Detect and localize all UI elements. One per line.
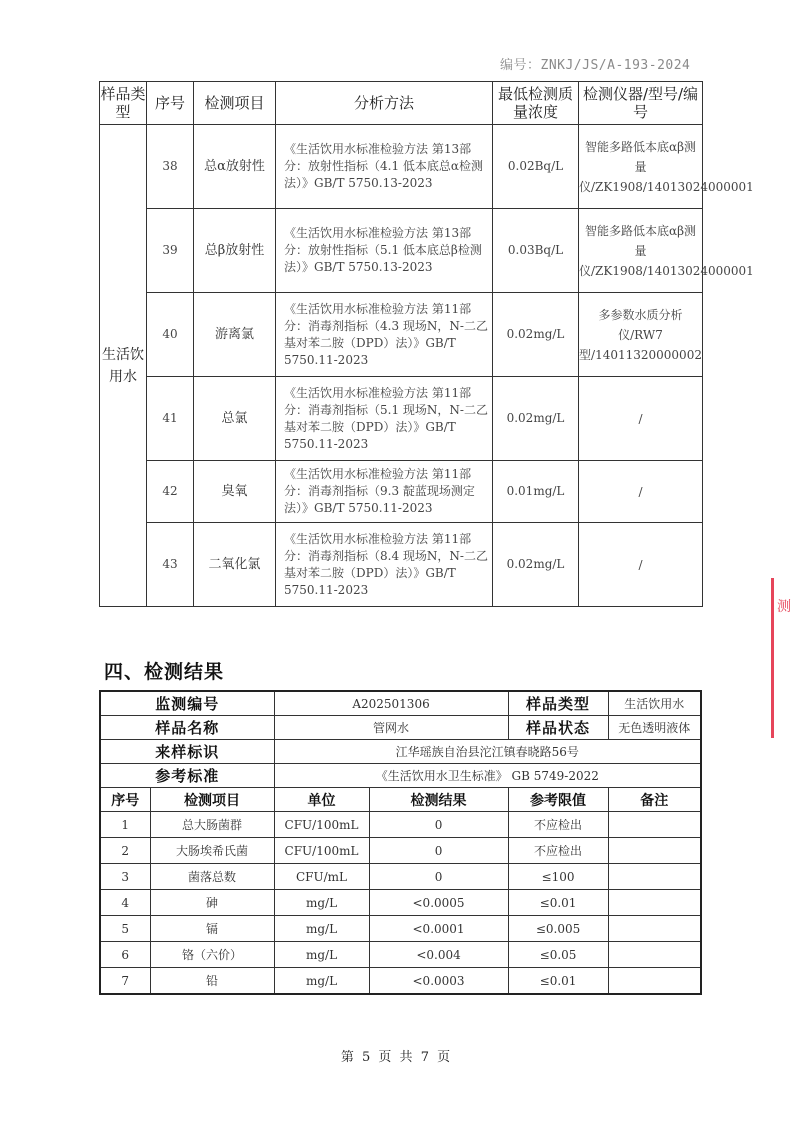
table-row	[100, 293, 703, 377]
info-row	[100, 740, 701, 764]
section-title: 四、检测结果	[104, 661, 225, 683]
header-min-conc: 最低检测质量浓度	[493, 82, 579, 125]
result-cell: 0	[369, 864, 508, 890]
sample-type-cell: 生活饮用水	[100, 125, 147, 607]
method-cell: 《生活饮用水标准检验方法 第11部分：消毒剂指标（4.3 现场N，N-二乙基对苯二胺（DPD）法）》GB/T 5750.11-2023	[276, 293, 493, 377]
table-row	[100, 890, 701, 916]
result-cell: <0.0005	[369, 890, 508, 916]
limit-cell: ≤100	[508, 864, 608, 890]
table-row	[100, 523, 703, 607]
monitor-no-value: A202501306	[274, 691, 508, 716]
seq-cell: 7	[100, 968, 150, 995]
sample-name-label: 样品名称	[100, 716, 274, 740]
note-cell	[608, 942, 701, 968]
table-row	[100, 125, 703, 209]
header-seq: 序号	[147, 82, 194, 125]
item-cell: 总大肠菌群	[150, 812, 274, 838]
item-cell: 铬（六价）	[150, 942, 274, 968]
table-row	[100, 864, 701, 890]
header-seq: 序号	[100, 788, 150, 812]
header-item: 检测项目	[194, 82, 276, 125]
seq-cell: 42	[147, 461, 194, 523]
result-cell: <0.0001	[369, 916, 508, 942]
header-limit: 参考限值	[508, 788, 608, 812]
limit-cell: ≤0.01	[508, 890, 608, 916]
table-row	[100, 968, 701, 995]
min-conc-cell: 0.02mg/L	[493, 377, 579, 461]
info-row	[100, 716, 701, 740]
monitor-no-label: 监测编号	[100, 691, 274, 716]
item-cell: 总氯	[194, 377, 276, 461]
header-instrument: 检测仪器/型号/编号	[579, 82, 703, 125]
result-cell: 0	[369, 812, 508, 838]
results-header-row	[100, 788, 701, 812]
standard-label: 参考标准	[100, 764, 274, 788]
header-item: 检测项目	[150, 788, 274, 812]
seq-cell: 4	[100, 890, 150, 916]
header-sample-type: 样品类型	[100, 82, 147, 125]
unit-cell: CFU/mL	[274, 864, 369, 890]
instrument-cell: 智能多路低本底αβ测量仪/ZK1908/14013024000001	[579, 209, 703, 293]
min-conc-cell: 0.02Bq/L	[493, 125, 579, 209]
item-cell: 游离氯	[194, 293, 276, 377]
sample-state-label: 样品状态	[508, 716, 608, 740]
methods-table	[99, 81, 754, 607]
item-cell: 二氧化氯	[194, 523, 276, 607]
results-table	[99, 690, 702, 995]
result-cell: <0.0003	[369, 968, 508, 995]
info-row	[100, 691, 701, 716]
seq-cell: 41	[147, 377, 194, 461]
table-row	[100, 838, 701, 864]
table-row	[100, 812, 701, 838]
item-cell: 大肠埃希氏菌	[150, 838, 274, 864]
seq-cell: 40	[147, 293, 194, 377]
seq-cell: 43	[147, 523, 194, 607]
standard-value: 《生活饮用水卫生标准》 GB 5749-2022	[274, 764, 701, 788]
instrument-cell: /	[579, 523, 703, 607]
item-cell: 总α放射性	[194, 125, 276, 209]
min-conc-cell: 0.02mg/L	[493, 523, 579, 607]
table-row	[100, 377, 703, 461]
result-cell: <0.004	[369, 942, 508, 968]
unit-cell: mg/L	[274, 916, 369, 942]
note-cell	[608, 864, 701, 890]
unit-cell: CFU/100mL	[274, 812, 369, 838]
limit-cell: 不应检出	[508, 812, 608, 838]
seq-cell: 6	[100, 942, 150, 968]
seq-cell: 38	[147, 125, 194, 209]
header-unit: 单位	[274, 788, 369, 812]
seq-cell: 39	[147, 209, 194, 293]
instrument-cell: 智能多路低本底αβ测量仪/ZK1908/14013024000001	[579, 125, 703, 209]
seq-cell: 5	[100, 916, 150, 942]
unit-cell: CFU/100mL	[274, 838, 369, 864]
seal-stamp-text: 测	[777, 599, 791, 615]
min-conc-cell: 0.01mg/L	[493, 461, 579, 523]
method-cell: 《生活饮用水标准检验方法 第11部分：消毒剂指标（8.4 现场N，N-二乙基对苯二胺（DPD）法）》GB/T 5750.11-2023	[276, 523, 493, 607]
result-cell: 0	[369, 838, 508, 864]
header-result: 检测结果	[369, 788, 508, 812]
instrument-cell: 多参数水质分析仪/RW7型/14011320000002	[579, 293, 703, 377]
item-cell: 镉	[150, 916, 274, 942]
method-cell: 《生活饮用水标准检验方法 第13部分：放射性指标（4.1 低本底总α检测法）》GB/T 5750.13-2023	[276, 125, 493, 209]
note-cell	[608, 916, 701, 942]
sample-type-value: 生活饮用水	[608, 691, 701, 716]
unit-cell: mg/L	[274, 890, 369, 916]
limit-cell: 不应检出	[508, 838, 608, 864]
note-cell	[608, 968, 701, 995]
sample-name-value: 管网水	[274, 716, 508, 740]
limit-cell: ≤0.05	[508, 942, 608, 968]
method-cell: 《生活饮用水标准检验方法 第11部分：消毒剂指标（5.1 现场N，N-二乙基对苯二胺（DPD）法）》GB/T 5750.11-2023	[276, 377, 493, 461]
note-cell	[608, 838, 701, 864]
item-cell: 总β放射性	[194, 209, 276, 293]
unit-cell: mg/L	[274, 968, 369, 995]
min-conc-cell: 0.02mg/L	[493, 293, 579, 377]
source-label: 来样标识	[100, 740, 274, 764]
methods-header-row	[100, 82, 703, 125]
sample-state-value: 无色透明液体	[608, 716, 701, 740]
seq-cell: 2	[100, 838, 150, 864]
limit-cell: ≤0.01	[508, 968, 608, 995]
method-cell: 《生活饮用水标准检验方法 第11部分：消毒剂指标（9.3 靛蓝现场测定法）》GB/T 5750.11-2023	[276, 461, 493, 523]
item-cell: 砷	[150, 890, 274, 916]
page-number: 第 5 页 共 7 页	[340, 1050, 453, 1065]
item-cell: 铅	[150, 968, 274, 995]
seal-stamp	[771, 578, 793, 738]
info-row	[100, 764, 701, 788]
table-row	[100, 461, 703, 523]
table-row	[100, 209, 703, 293]
header-note: 备注	[608, 788, 701, 812]
seq-cell: 1	[100, 812, 150, 838]
note-cell	[608, 812, 701, 838]
seq-cell: 3	[100, 864, 150, 890]
source-value: 江华瑶族自治县沱江镇春晓路56号	[274, 740, 701, 764]
table-row	[100, 942, 701, 968]
item-cell: 臭氧	[194, 461, 276, 523]
note-cell	[608, 890, 701, 916]
sample-type-label: 样品类型	[508, 691, 608, 716]
min-conc-cell: 0.03Bq/L	[493, 209, 579, 293]
item-cell: 菌落总数	[150, 864, 274, 890]
method-cell: 《生活饮用水标准检验方法 第13部分：放射性指标（5.1 低本底总β检测法）》GB/T 5750.13-2023	[276, 209, 493, 293]
table-row	[100, 916, 701, 942]
instrument-cell: /	[579, 377, 703, 461]
unit-cell: mg/L	[274, 942, 369, 968]
instrument-cell: /	[579, 461, 703, 523]
document-code: 编号：ZNKJ/JS/A-193-2024	[500, 58, 691, 73]
header-method: 分析方法	[276, 82, 493, 125]
limit-cell: ≤0.005	[508, 916, 608, 942]
